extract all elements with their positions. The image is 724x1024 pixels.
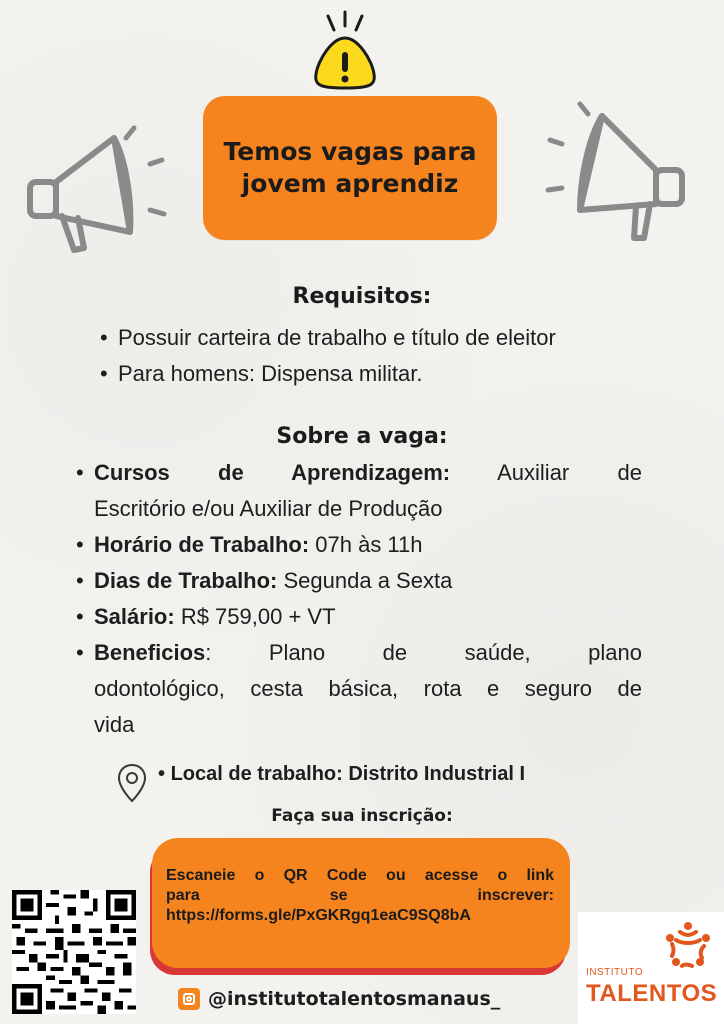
location-pin-icon [116,762,148,804]
headline-banner [203,96,497,240]
vaga-title: Sobre a vaga: [276,424,448,449]
instagram-icon [178,988,200,1010]
logo-mark-icon [660,918,716,974]
local-trabalho: • Local de trabalho: Distrito Industrial I [158,763,526,785]
requisitos-list [100,320,660,392]
list-item: • Cursos de Aprendizagem: Auxiliar de Escritório e/ou Auxiliar de Produção [76,460,642,521]
registration-link[interactable]: https://forms.gle/PxGKRgq1eaC9SQ8bA [166,907,471,924]
list-item: • Dias de Trabalho: Segunda a Sexta [76,568,453,593]
list-item: • Para homens: Dispensa militar. [100,361,423,386]
instagram-handle[interactable]: @institutotalentosmanaus_ [178,988,500,1010]
cta-line: Escaneie o QR Code ou acesse o link [166,867,554,884]
logo [578,912,724,1024]
qr-code[interactable] [12,890,136,1014]
inscricao-title: Faça sua inscrição: [271,806,453,826]
headline-text: Temos vagas para jovem aprendiz [223,137,477,198]
logo-text-small: INSTITUTO [586,967,644,978]
megaphone-icon [22,120,172,260]
list-item: • Salário: R$ 759,00 + VT [76,604,336,629]
megaphone-icon [540,100,690,245]
cta-box [152,838,570,968]
list-item: • Horário de Trabalho: 07h às 11h [76,532,423,557]
cta-line: para se inscrever: [166,887,554,904]
vaga-details [76,455,642,743]
warning-icon [310,10,380,90]
logo-text-big: TALENTOS [586,980,718,1007]
requisitos-title: Requisitos: [292,284,432,309]
list-item: • Beneficios: Plano de saúde, plano odontológico, cesta básica, rota e seguro de vida [76,640,642,737]
list-item: • Possuir carteira de trabalho e título de eleitor [100,325,556,350]
